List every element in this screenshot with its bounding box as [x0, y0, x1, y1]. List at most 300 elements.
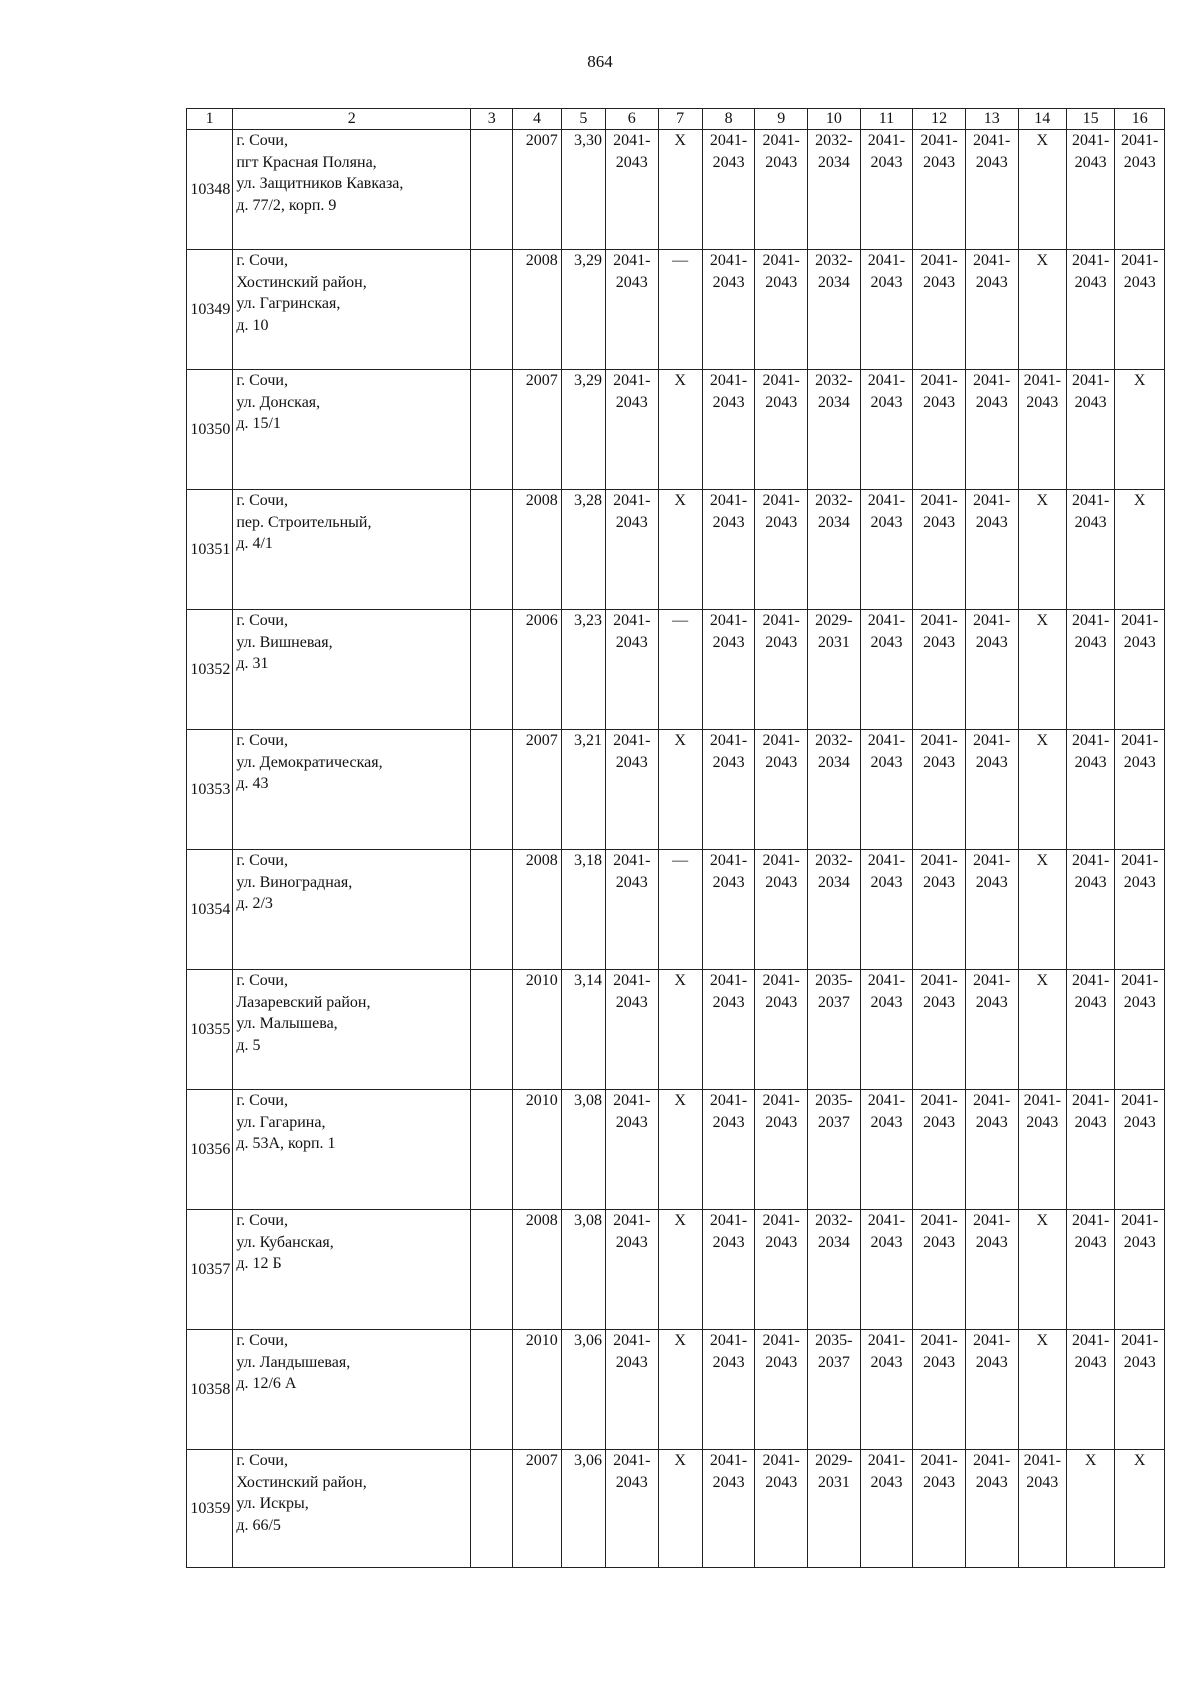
cell-period-c15 [1066, 1330, 1114, 1450]
cell-period-c9 [755, 1210, 808, 1330]
period-line: 2043 [870, 1233, 903, 1251]
period-line: 2043 [1026, 393, 1059, 411]
cell-period-c10 [808, 370, 861, 490]
period-line: 2043 [615, 1233, 648, 1251]
address-line: ул. Искры, [236, 1495, 309, 1513]
row-number: 10351 [187, 490, 233, 610]
col-header: 10 [808, 109, 861, 130]
cell-period-c12 [913, 1330, 966, 1450]
period-line: 2041- [920, 732, 958, 749]
period-line: 2043 [1074, 633, 1107, 651]
period-line: 2041- [709, 1332, 748, 1349]
address-line: г. Сочи, [236, 492, 288, 509]
address-line: ул. Гагринская, [236, 295, 341, 313]
cell-mark-c7: — [658, 850, 702, 970]
cell-period-c6 [605, 1090, 658, 1210]
cell-col3 [471, 1450, 513, 1568]
period-line: 2041- [973, 1092, 1011, 1109]
period-line: 2041- [867, 612, 906, 629]
period-line: 2041- [973, 132, 1011, 149]
cell-mark-c14: Х [1018, 130, 1066, 250]
cell-col3 [471, 490, 513, 610]
period-line: 2034 [817, 1233, 850, 1251]
period-line: 2041- [973, 972, 1011, 989]
period-line: 2043 [870, 1113, 903, 1131]
table-row [187, 250, 1165, 370]
period-line: 2043 [1074, 753, 1107, 771]
cell-period-c6 [605, 1330, 658, 1450]
period-line: 2043 [1074, 1353, 1107, 1371]
cell-mark-c14: Х [1018, 490, 1066, 610]
period-line: 2043 [923, 993, 956, 1011]
cell-period-c16 [1115, 730, 1165, 850]
period-line: 2043 [975, 993, 1008, 1011]
period-line: 2043 [923, 1353, 956, 1371]
cell-period-c9 [755, 970, 808, 1090]
period-line: 2043 [765, 273, 798, 291]
period-line: 2041- [867, 1452, 906, 1469]
cell-period-c12 [913, 1450, 966, 1568]
cell-period-c10 [808, 730, 861, 850]
period-line: 2043 [870, 1353, 903, 1371]
cell-period-c9 [755, 1450, 808, 1568]
period-line: 2043 [923, 153, 956, 171]
cell-col3 [471, 130, 513, 250]
cell-period-c10 [808, 610, 861, 730]
cell-period-c13 [965, 730, 1018, 850]
address-line: д. 2/3 [236, 895, 273, 913]
period-line: 2041- [1121, 732, 1159, 749]
cell-period-c13 [965, 490, 1018, 610]
cell-period-c12 [913, 610, 966, 730]
period-line: 2041- [973, 612, 1011, 629]
cell-period-c16 [1115, 1210, 1165, 1330]
period-line: 2043 [615, 873, 648, 891]
table-row [187, 490, 1165, 610]
address-line: д. 4/1 [236, 535, 273, 553]
address-cell [233, 970, 471, 1090]
cell-period-c12 [913, 370, 966, 490]
col-header: 16 [1115, 109, 1165, 130]
cell-value: 3,08 [561, 1090, 605, 1210]
cell-year: 2008 [513, 850, 561, 970]
address-cell [233, 1330, 471, 1450]
cell-period-c10 [808, 1450, 861, 1568]
period-line: 2041- [709, 1212, 748, 1229]
period-line: 2043 [615, 633, 648, 651]
period-line: 2043 [923, 393, 956, 411]
period-line: 2041- [1072, 1212, 1110, 1229]
period-line: 2043 [615, 273, 648, 291]
period-line: 2043 [1123, 1353, 1156, 1371]
address-line: ул. Защитников Кавказа, [236, 175, 404, 193]
period-line: 2043 [1123, 753, 1156, 771]
period-line: 2041- [973, 1452, 1011, 1469]
table-row [187, 970, 1165, 1090]
cell-mark-c14: Х [1018, 1330, 1066, 1450]
col-header: 9 [755, 109, 808, 130]
cell-period-c12 [913, 730, 966, 850]
row-number: 10348 [187, 130, 233, 250]
cell-period-c11 [860, 1210, 913, 1330]
cell-period-c6 [605, 1450, 658, 1568]
cell-period-c6 [605, 490, 658, 610]
period-line: 2041- [762, 1092, 800, 1109]
address-line: ул. Демократическая, [236, 753, 383, 771]
address-cell [233, 370, 471, 490]
cell-col3 [471, 730, 513, 850]
col-header: 12 [913, 109, 966, 130]
address-line: д. 43 [236, 775, 269, 793]
table-row [187, 1450, 1165, 1568]
cell-value: 3,14 [561, 970, 605, 1090]
cell-year: 2008 [513, 490, 561, 610]
period-line: 2041- [762, 1332, 800, 1349]
period-line: 2043 [975, 633, 1008, 651]
table-row [187, 1090, 1165, 1210]
cell-year: 2006 [513, 610, 561, 730]
cell-period-c10 [808, 970, 861, 1090]
address-line: ул. Донская, [236, 393, 321, 411]
cell-period-c13 [965, 970, 1018, 1090]
cell-period-c12 [913, 850, 966, 970]
period-line: 2041- [920, 132, 958, 149]
period-line: 2041- [613, 732, 651, 749]
col-header: 11 [860, 109, 913, 130]
cell-period-c6 [605, 850, 658, 970]
cell-mark-c7: Х [658, 970, 702, 1090]
header-row [187, 109, 1165, 130]
cell-period-c16 [1115, 1090, 1165, 1210]
address-line: Хостинский район, [236, 273, 367, 291]
address-cell [233, 1210, 471, 1330]
period-line: 2041- [762, 492, 800, 509]
cell-period-c8 [702, 730, 755, 850]
period-line: 2041- [762, 132, 800, 149]
cell-mark-c7: Х [658, 370, 702, 490]
period-line: 2032- [815, 852, 853, 869]
period-line: 2043 [870, 393, 903, 411]
period-line: 2043 [765, 873, 798, 891]
period-line: 2043 [712, 273, 745, 291]
row-number: 10358 [187, 1330, 233, 1450]
cell-period-c14 [1018, 1450, 1066, 1568]
cell-mark-c16: Х [1115, 1450, 1165, 1568]
cell-period-c10 [808, 1330, 861, 1450]
period-line: 2043 [870, 753, 903, 771]
period-line: 2032- [815, 732, 853, 749]
cell-period-c6 [605, 370, 658, 490]
address-line: Хостинский район, [236, 1473, 367, 1491]
period-line: 2041- [867, 972, 906, 989]
period-line: 2041- [973, 372, 1011, 389]
table-row [187, 370, 1165, 490]
period-line: 2034 [817, 273, 850, 291]
period-line: 2041- [867, 492, 906, 509]
cell-mark-c16: Х [1115, 370, 1165, 490]
col-header: 3 [471, 109, 513, 130]
cell-value: 3,18 [561, 850, 605, 970]
cell-period-c12 [913, 130, 966, 250]
address-cell [233, 250, 471, 370]
cell-period-c12 [913, 490, 966, 610]
col-header: 13 [965, 109, 1018, 130]
period-line: 2043 [712, 1473, 745, 1491]
cell-year: 2010 [513, 1330, 561, 1450]
address-line: д. 66/5 [236, 1516, 281, 1534]
cell-value: 3,29 [561, 370, 605, 490]
cell-mark-c15: Х [1066, 1450, 1114, 1568]
table-row [187, 730, 1165, 850]
cell-period-c8 [702, 1210, 755, 1330]
address-line: г. Сочи, [236, 372, 288, 389]
period-line: 2043 [1074, 873, 1107, 891]
address-line: г. Сочи, [236, 132, 288, 149]
period-line: 2041- [920, 1452, 958, 1469]
period-line: 2037 [817, 993, 850, 1011]
cell-period-c9 [755, 610, 808, 730]
period-line: 2043 [1074, 1113, 1107, 1131]
cell-period-c15 [1066, 850, 1114, 970]
period-line: 2043 [1074, 273, 1107, 291]
period-line: 2043 [712, 1233, 745, 1251]
period-line: 2043 [765, 1233, 798, 1251]
cell-mark-c14: Х [1018, 1210, 1066, 1330]
period-line: 2043 [975, 873, 1008, 891]
cell-mark-c7: — [658, 610, 702, 730]
col-header: 2 [233, 109, 471, 130]
period-line: 2041- [867, 252, 906, 269]
period-line: 2041- [1121, 852, 1159, 869]
period-line: 2043 [975, 273, 1008, 291]
cell-period-c11 [860, 250, 913, 370]
cell-mark-c7: Х [658, 730, 702, 850]
period-line: 2041- [1121, 1092, 1159, 1109]
period-line: 2043 [765, 1353, 798, 1371]
period-line: 2041- [613, 1212, 651, 1229]
period-line: 2041- [1023, 1092, 1061, 1109]
period-line: 2035- [815, 1332, 853, 1349]
table-row [187, 850, 1165, 970]
cell-period-c9 [755, 490, 808, 610]
period-line: 2043 [712, 993, 745, 1011]
cell-period-c11 [860, 730, 913, 850]
cell-period-c14 [1018, 1090, 1066, 1210]
cell-period-c13 [965, 130, 1018, 250]
period-line: 2041- [1023, 1452, 1061, 1469]
col-header: 1 [187, 109, 233, 130]
period-line: 2041- [973, 1212, 1011, 1229]
address-cell [233, 730, 471, 850]
cell-period-c16 [1115, 970, 1165, 1090]
period-line: 2041- [1072, 372, 1110, 389]
cell-period-c8 [702, 1330, 755, 1450]
cell-value: 3,08 [561, 1210, 605, 1330]
period-line: 2041- [613, 252, 651, 269]
address-line: г. Сочи, [236, 1452, 288, 1469]
period-line: 2043 [1074, 153, 1107, 171]
period-line: 2043 [1074, 513, 1107, 531]
period-line: 2043 [870, 873, 903, 891]
address-cell [233, 1090, 471, 1210]
period-line: 2041- [1072, 732, 1110, 749]
period-line: 2043 [615, 993, 648, 1011]
period-line: 2043 [615, 153, 648, 171]
period-line: 2041- [709, 492, 748, 509]
cell-period-c8 [702, 970, 755, 1090]
address-line: д. 53А, корп. 1 [236, 1135, 336, 1153]
address-line: ул. Кубанская, [236, 1233, 334, 1251]
address-line: д. 12/6 А [236, 1375, 297, 1393]
period-line: 2041- [1121, 1212, 1159, 1229]
period-line: 2041- [867, 1212, 906, 1229]
col-header: 4 [513, 109, 561, 130]
row-number: 10355 [187, 970, 233, 1090]
period-line: 2029- [815, 612, 853, 629]
cell-period-c12 [913, 970, 966, 1090]
period-line: 2041- [613, 972, 651, 989]
address-line: г. Сочи, [236, 1212, 288, 1229]
cell-period-c9 [755, 250, 808, 370]
period-line: 2041- [920, 612, 958, 629]
address-line: ул. Вишневая, [236, 633, 333, 651]
cell-period-c8 [702, 1450, 755, 1568]
period-line: 2043 [712, 153, 745, 171]
period-line: 2043 [923, 1473, 956, 1491]
period-line: 2043 [1123, 1113, 1156, 1131]
period-line: 2041- [762, 732, 800, 749]
address-line: г. Сочи, [236, 972, 288, 989]
cell-period-c12 [913, 1090, 966, 1210]
col-header: 14 [1018, 109, 1066, 130]
period-line: 2041- [973, 1332, 1011, 1349]
period-line: 2041- [709, 1452, 748, 1469]
period-line: 2029- [815, 1452, 853, 1469]
period-line: 2041- [709, 132, 748, 149]
housing-table [186, 108, 1165, 1568]
period-line: 2041- [1072, 852, 1110, 869]
cell-value: 3,30 [561, 130, 605, 250]
cell-period-c6 [605, 610, 658, 730]
period-line: 2043 [1123, 873, 1156, 891]
cell-period-c15 [1066, 970, 1114, 1090]
cell-period-c8 [702, 850, 755, 970]
address-line: пер. Строительный, [236, 513, 372, 531]
cell-period-c13 [965, 1210, 1018, 1330]
cell-mark-c7: Х [658, 1090, 702, 1210]
col-header: 7 [658, 109, 702, 130]
period-line: 2041- [613, 372, 651, 389]
cell-period-c9 [755, 850, 808, 970]
cell-period-c13 [965, 250, 1018, 370]
address-line: г. Сочи, [236, 852, 288, 869]
period-line: 2043 [1123, 993, 1156, 1011]
period-line: 2031 [817, 1473, 850, 1491]
period-line: 2041- [613, 132, 651, 149]
address-cell [233, 130, 471, 250]
address-line: д. 31 [236, 655, 269, 673]
period-line: 2041- [1121, 612, 1159, 629]
cell-mark-c7: Х [658, 130, 702, 250]
period-line: 2034 [817, 513, 850, 531]
period-line: 2043 [712, 873, 745, 891]
period-line: 2041- [973, 852, 1011, 869]
cell-year: 2007 [513, 130, 561, 250]
address-cell [233, 490, 471, 610]
address-line: ул. Малышева, [236, 1015, 338, 1033]
period-line: 2041- [1121, 1332, 1159, 1349]
cell-period-c11 [860, 850, 913, 970]
period-line: 2043 [712, 1353, 745, 1371]
period-line: 2041- [762, 252, 800, 269]
period-line: 2043 [615, 393, 648, 411]
table-row [187, 1330, 1165, 1450]
period-line: 2032- [815, 492, 853, 509]
period-line: 2041- [709, 732, 748, 749]
period-line: 2043 [870, 993, 903, 1011]
table-row [187, 130, 1165, 250]
row-number: 10359 [187, 1450, 233, 1568]
period-line: 2043 [975, 1473, 1008, 1491]
period-line: 2035- [815, 972, 853, 989]
period-line: 2043 [1074, 1233, 1107, 1251]
cell-col3 [471, 970, 513, 1090]
period-line: 2041- [709, 1092, 748, 1109]
cell-period-c8 [702, 370, 755, 490]
period-line: 2043 [923, 273, 956, 291]
period-line: 2041- [920, 1332, 958, 1349]
period-line: 2032- [815, 132, 853, 149]
address-line: г. Сочи, [236, 732, 288, 749]
period-line: 2043 [1123, 1233, 1156, 1251]
address-line: д. 15/1 [236, 415, 281, 433]
address-line: пгт Красная Поляна, [236, 153, 377, 171]
cell-period-c15 [1066, 370, 1114, 490]
col-header: 5 [561, 109, 605, 130]
cell-period-c9 [755, 1090, 808, 1210]
period-line: 2041- [762, 852, 800, 869]
period-line: 2043 [975, 1353, 1008, 1371]
cell-period-c16 [1115, 250, 1165, 370]
row-number: 10356 [187, 1090, 233, 1210]
period-line: 2043 [765, 633, 798, 651]
address-line: д. 5 [236, 1036, 261, 1054]
table-body [187, 130, 1165, 1568]
period-line: 2041- [1072, 1332, 1110, 1349]
period-line: 2041- [613, 612, 651, 629]
address-line: д. 77/2, корп. 9 [236, 196, 337, 214]
cell-period-c15 [1066, 1090, 1114, 1210]
cell-year: 2010 [513, 970, 561, 1090]
row-number: 10349 [187, 250, 233, 370]
cell-year: 2007 [513, 1450, 561, 1568]
period-line: 2043 [1123, 633, 1156, 651]
address-line: д. 12 Б [236, 1255, 282, 1273]
period-line: 2037 [817, 1353, 850, 1371]
cell-period-c13 [965, 370, 1018, 490]
period-line: 2043 [870, 1473, 903, 1491]
period-line: 2041- [1072, 492, 1110, 509]
period-line: 2043 [870, 273, 903, 291]
period-line: 2043 [765, 153, 798, 171]
cell-mark-c14: Х [1018, 610, 1066, 730]
cell-mark-c14: Х [1018, 250, 1066, 370]
cell-period-c10 [808, 850, 861, 970]
cell-period-c13 [965, 1330, 1018, 1450]
period-line: 2041- [613, 852, 651, 869]
cell-period-c10 [808, 490, 861, 610]
address-line: ул. Виноградная, [236, 873, 353, 891]
